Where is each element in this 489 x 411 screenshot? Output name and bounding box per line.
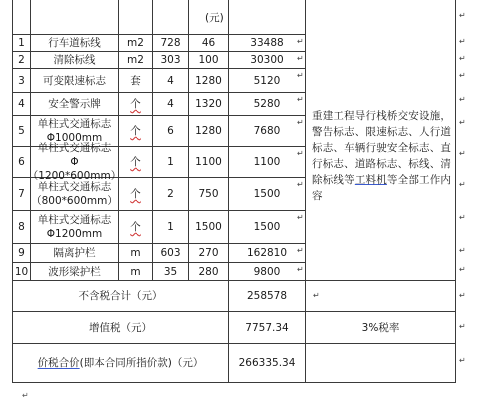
work-description-text: 重建工程导行栈桥交安设施，警告标志、限速标志、人行道标志、车辆行驶安全标志、直行标志、道路标志、标线、清除标线等 bbox=[312, 110, 452, 186]
paragraph-mark: ↵ bbox=[297, 149, 304, 158]
item-name-line: 波形梁护栏 bbox=[48, 265, 101, 278]
vat-value: 7757.34 bbox=[245, 321, 289, 334]
paragraph-mark: ↵ bbox=[297, 37, 304, 46]
row-number: 6 bbox=[18, 156, 25, 168]
row-number: 2 bbox=[18, 54, 25, 66]
paragraph-mark: ↵ bbox=[459, 37, 466, 46]
paragraph-mark: ↵ bbox=[297, 180, 304, 189]
item-name bbox=[31, 35, 118, 51]
paragraph-mark: ↵ bbox=[297, 265, 304, 274]
row-number: 8 bbox=[18, 221, 25, 233]
paragraph-mark: ↵ bbox=[297, 95, 304, 104]
item-unit: m bbox=[130, 265, 141, 278]
paragraph-mark: ↵ bbox=[459, 118, 466, 127]
item-total: 1500 bbox=[253, 188, 281, 200]
paragraph-mark: ↵ bbox=[459, 322, 466, 331]
item-name-line: 安全警示牌 bbox=[48, 98, 101, 110]
item-unit: 套 bbox=[130, 74, 141, 87]
row-number: 1 bbox=[18, 37, 25, 49]
item-name-line: 清除标线 bbox=[53, 54, 96, 66]
paragraph-mark: ↵ bbox=[459, 213, 466, 222]
row-number: 7 bbox=[18, 188, 25, 200]
item-total: 5120 bbox=[253, 74, 281, 87]
item-unit: m2 bbox=[127, 37, 144, 49]
item-name bbox=[27, 142, 122, 182]
item-name bbox=[31, 211, 118, 243]
paragraph-mark: ↵ bbox=[459, 149, 466, 158]
item-unit-price: 1320 bbox=[195, 98, 222, 110]
contract-total-label-rest: (即本合同所指价款)（元） bbox=[79, 357, 204, 369]
row-number: 5 bbox=[18, 125, 25, 137]
pretax-total-label: 不含税合计（元） bbox=[78, 290, 163, 302]
item-quantity: 35 bbox=[163, 265, 178, 278]
item-name bbox=[31, 263, 118, 280]
item-name bbox=[31, 93, 118, 115]
row-number: 4 bbox=[18, 98, 25, 110]
item-unit: m bbox=[130, 247, 141, 259]
paragraph-mark: ↵ bbox=[459, 180, 466, 189]
header-fragment: (元) bbox=[205, 12, 224, 24]
header-fragment-faded bbox=[255, 2, 295, 12]
item-total: 7680 bbox=[253, 125, 281, 137]
paragraph-mark: ↵ bbox=[459, 11, 466, 20]
item-total: 33488 bbox=[250, 37, 284, 49]
paragraph-mark: ↵ bbox=[297, 54, 304, 63]
item-unit-price: 1280 bbox=[195, 74, 222, 87]
row-divider bbox=[305, 280, 456, 281]
item-unit: 个 bbox=[130, 156, 141, 168]
item-name-line: 单柱式交通标志 bbox=[37, 214, 112, 226]
item-quantity: 603 bbox=[160, 247, 181, 259]
row-number: 10 bbox=[14, 265, 29, 278]
paragraph-mark: ↵ bbox=[459, 291, 466, 300]
item-quantity: 4 bbox=[167, 74, 174, 87]
paragraph-mark: ↵ bbox=[297, 118, 304, 127]
paragraph-mark: ↵ bbox=[297, 71, 304, 80]
row-divider bbox=[12, 382, 456, 383]
item-name bbox=[31, 178, 118, 210]
work-description-tail: 等全部工作内容 bbox=[312, 174, 452, 202]
item-total: 1100 bbox=[253, 156, 281, 168]
item-total: 162810 bbox=[246, 247, 288, 259]
vat-rate: 3%税率 bbox=[361, 321, 400, 334]
contract-total-label-underlined: 价税合价 bbox=[37, 357, 80, 369]
paragraph-mark: ↵ bbox=[459, 71, 466, 80]
item-quantity: 1 bbox=[167, 156, 174, 168]
item-name-line: Φ1000mm bbox=[46, 132, 103, 144]
item-total: 9800 bbox=[253, 265, 281, 278]
paragraph-mark: ↵ bbox=[297, 246, 304, 255]
item-name-line: （800*600mm） bbox=[31, 195, 118, 207]
item-quantity: 6 bbox=[167, 125, 174, 137]
item-quantity: 303 bbox=[160, 54, 181, 66]
item-name-line: Φ（1200*600mm） bbox=[27, 156, 122, 182]
work-description bbox=[312, 108, 452, 204]
item-quantity: 2 bbox=[167, 188, 174, 200]
item-name-line: 单柱式交通标志 bbox=[37, 181, 112, 193]
paragraph-mark: ↵ bbox=[297, 213, 304, 222]
pretax-total-value: 258578 bbox=[246, 290, 288, 302]
item-name bbox=[31, 52, 118, 68]
item-unit-price: 270 bbox=[198, 247, 219, 259]
item-name-line: 隔离护栏 bbox=[53, 247, 96, 259]
item-unit-price: 1280 bbox=[195, 125, 222, 137]
paragraph-mark: ↵ bbox=[459, 95, 466, 104]
item-name-line: 行车道标线 bbox=[48, 37, 101, 49]
item-unit-price: 750 bbox=[198, 188, 219, 200]
row-number: 3 bbox=[18, 74, 25, 87]
paragraph-mark: ↵ bbox=[459, 54, 466, 63]
item-quantity: 1 bbox=[167, 221, 174, 233]
item-quantity: 4 bbox=[167, 98, 174, 110]
paragraph-mark: ↵ bbox=[22, 391, 29, 400]
item-unit-price: 100 bbox=[198, 54, 219, 66]
item-unit: 个 bbox=[130, 188, 141, 200]
work-description-underlined: 工料机 bbox=[354, 174, 387, 186]
item-name bbox=[31, 244, 118, 262]
item-total: 5280 bbox=[253, 98, 281, 110]
item-unit: 个 bbox=[130, 125, 141, 137]
item-unit-price: 1500 bbox=[195, 221, 222, 233]
paragraph-mark: ↵ bbox=[313, 291, 320, 300]
item-total: 1500 bbox=[253, 221, 281, 233]
item-name-line: 可变限速标志 bbox=[43, 74, 106, 87]
item-unit: m2 bbox=[127, 54, 144, 66]
item-total: 30300 bbox=[250, 54, 284, 66]
paragraph-mark: ↵ bbox=[459, 356, 466, 365]
paragraph-mark: ↵ bbox=[459, 265, 466, 274]
item-unit-price: 280 bbox=[198, 265, 219, 278]
contract-total-value: 266335.34 bbox=[238, 357, 296, 369]
contract-total-label bbox=[13, 344, 228, 382]
row-number: 9 bbox=[18, 247, 25, 259]
item-name-line: Φ1200mm bbox=[46, 228, 103, 240]
item-name-line: 单柱式交通标志 bbox=[37, 142, 112, 154]
item-name bbox=[31, 69, 118, 92]
item-name-line: 单柱式交通标志 bbox=[37, 118, 112, 130]
item-unit: 个 bbox=[130, 221, 141, 233]
item-unit: 个 bbox=[130, 98, 141, 110]
table-border-right bbox=[455, 0, 456, 382]
item-quantity: 728 bbox=[160, 37, 181, 49]
item-unit-price: 1100 bbox=[195, 156, 222, 168]
vat-label: 增值税（元） bbox=[89, 321, 152, 334]
item-unit-price: 46 bbox=[201, 37, 216, 49]
paragraph-mark: ↵ bbox=[459, 246, 466, 255]
